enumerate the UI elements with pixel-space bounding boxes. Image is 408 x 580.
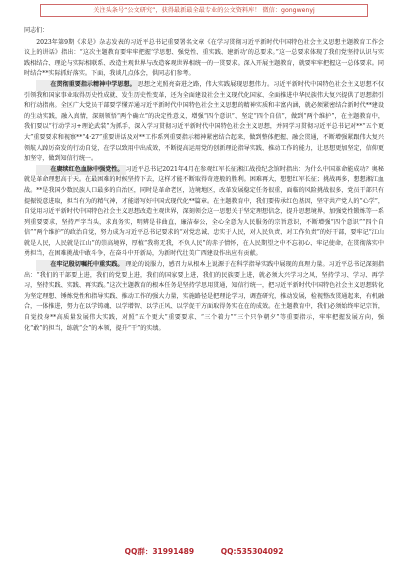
salutation: 同志们： — [24, 27, 49, 34]
section-body: 理论的说服力，感召力从根本上说源于在科学指导实践中展现的真理力量。习近平总书记深刻指出：“我们的干部要上进，我们的党要上进，我们的国家要上进，我们的民族要上进，就必须大兴学习之风，坚持学习、学习、再学习，坚持实践、实践、再实践。”这次主题教育的根本任务是坚持学思用贯通，知信行统一，把习近平新时代中国特色社会主义思想转化为坚定理想、锤炼党性和指导实践、推动工作的强大力量，实施路径是把理论学习，调查研究，推动发展，检视整改贯通起来，有机融合，一体推进，努力在以学铸魂、以学增智、以学正风、以学促干方面取得务实在在的成效。在主题教育中，我们必须始终牢记宗旨，自觉投身**高质量发展伟大实践，对照“五个更大”重要要求、“三个着力”“三个只争朝夕”等重要指示，牢牢把握发展方向，强化“敢”的担当，练就“会”的本领，提升“干”的实绩。 — [24, 261, 384, 332]
section-heading: 在牢记殷切嘱托中重实践。 — [36, 260, 125, 271]
footer-contact — [0, 545, 408, 559]
section-heading: 在赓续红色血脉中强党性。 — [36, 165, 125, 176]
qq-text: QQ:535304092 — [220, 547, 284, 556]
section-1 — [24, 80, 384, 165]
document-body — [24, 26, 384, 536]
section-2 — [24, 165, 384, 260]
intro-paragraph: 2023年第9期《求是》杂志发表的习近平总书记重要署名文章《在学习贯彻习近平新时代中国特色社会主义思想主题教育工作会议上的讲话》指出：“这次主题教育要牢牢把握‘学思想、强党性、重实践、建新功’的总要求。”这一总要求体现了我们党坚持认识与实践相结合、理论与实际相联系、改造主观世界与改造客观世界相统一的一贯要求。深入开展主题教育，就要牢牢把握这一总体要求。同时结合**实际抓好落实。下面，我谈几点体会，供同志们参考。 — [24, 38, 384, 78]
section-body: 思想之光照亮奋进之路，伟大实践展现思想伟力。习近平新时代中国特色社会主义思想不仅引领我和国家事业取得历史性成就、发生历史性变革，还为全面建设社会主义现代化国家、全面推进中华民族伟大复兴提供了思想指引和行动指南。全区广大党员干部要学懂弄通习近平新时代中国特色社会主义思想的精神实质和丰富内涵，就必须紧密结合新时代**建设的生动实践，融入真情，深刻领悟“两个确立”的决定性意义，增强“四个意识”、坚定“四个自信”，做到“两个维护”，在主题教育中，我们要以“行动学习+理论武装”为抓手，深入学习贯彻习近平新时代中国特色社会主义思想，并同学习贯彻习近平总书记对**“五个更大”重要要求和视察**“4·27”重要讲话及对**工作系列重要指示精神紧密结合起来，做到整体把握、融会贯通，不断增强紧跟伟大复兴领航人踔厉奋发的行动自觉，在学以致用中出成效，不断提高运用党的创新理论指导实践、推动工作的能力，让思想更加坚定，信仰更加坚守，做到知信行统一。 — [24, 80, 384, 163]
section-heading: 在贯彻重要指示精神中学思想。 — [36, 80, 138, 91]
promo-banner: 关注头条号“公文研究”，获得最新最全最专业的公文资料库！ 微信：gongwenyj — [40, 4, 368, 17]
section-3 — [24, 260, 384, 334]
qq-group-text: QQ群：31991489 — [124, 547, 195, 556]
section-body: 习近平总书记2021年4月在参观红军长征湘江战役纪念馆时指出：为什么中国革命能成功？奥秘就是革命理想高于天。在最困难的时候坚持下去，这样才能不断取得奇迹般的胜利。困难再大，想想红军长征；挑战再多，想想湘江血战。**是我国少数民族人口最多的自治区，同时是革命老区，边境地区，改革发展稳定任务很重，面临的风险挑战很多，党员干部只有提振锐意进取，担当有为的精气神，才能谱写好中国式现代化**篇章。在主题教育中，我们要传承红色基因，坚守共产党人的“心学”，自觉用习近平新时代中国特色社会主义思想改造主观世界，深刻领会这一思想关于坚定理想信念，提升思想境界，加强党性锻炼等一系列重要要求，坚持严字当头，求真务实，明辨是非曲直，廉洁奉公，全心全意为人民服务的宗旨意识，不断增强“四个意识”“四个自信”“两个维护”的政治自觉，努力成为习近平总书记要求的“对党忠诚、忠实于人民，对人民负责、对工作负责”的好干部，要牢记“江山就是人民，人民就是江山”的崇高境界，厚植“我将无我，不负人民”的赤子情怀，在人民期望之中不忘初心、牢记使命，在贯彻落实中勇担当，在困难挑战中敢斗争，在奋斗中开新局，为新时代壮美广西建设作出应有贡献。 — [24, 165, 384, 258]
